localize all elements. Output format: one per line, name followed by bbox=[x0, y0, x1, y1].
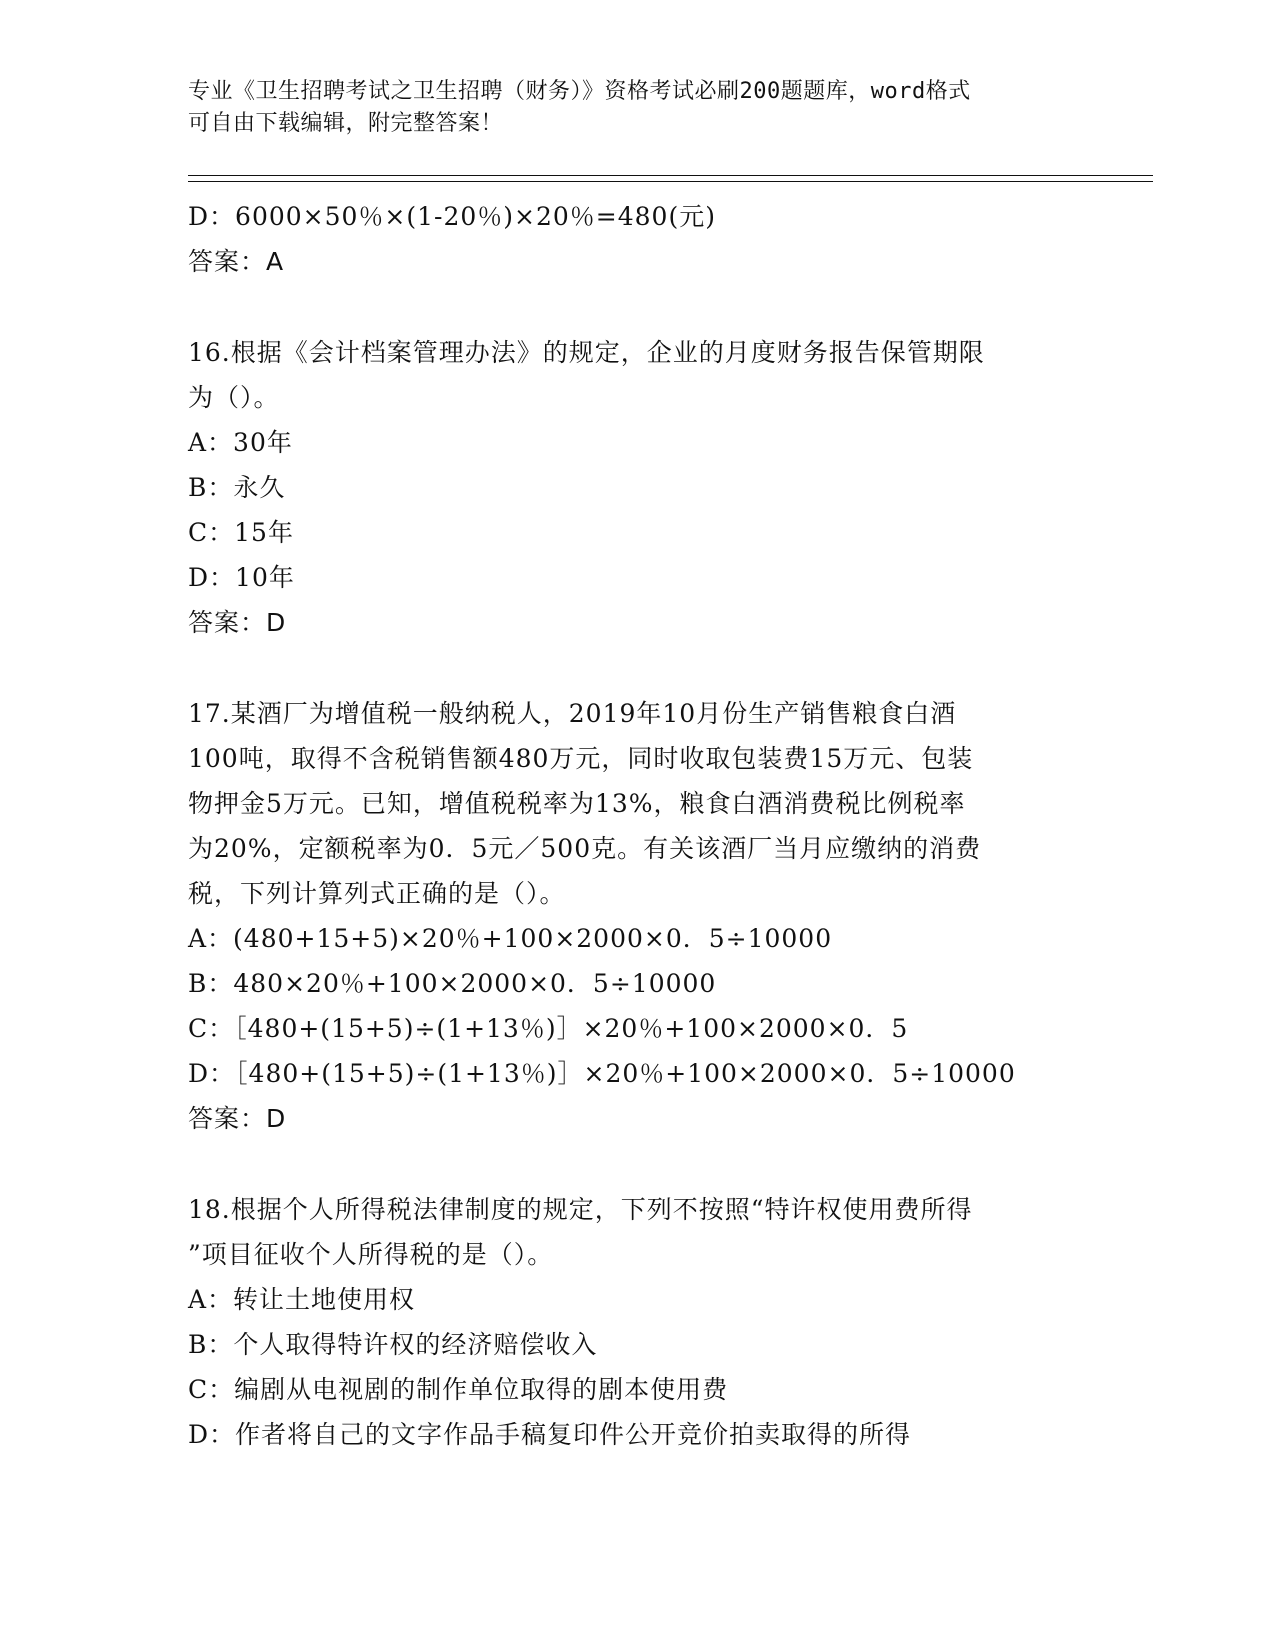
header-rule-top bbox=[188, 175, 1153, 176]
prev-question bbox=[188, 194, 1088, 284]
option-d: D：6000×50％×(1-20％)×20％=480(元) bbox=[188, 202, 716, 231]
option-b: B：个人取得特许权的经济赔偿收入 bbox=[188, 1330, 598, 1359]
answer-line: 答案：D bbox=[188, 608, 287, 637]
question-content bbox=[188, 194, 1088, 1457]
option-c: C：编剧从电视剧的制作单位取得的剧本使用费 bbox=[188, 1375, 729, 1404]
option-b: B：480×20％+100×2000×0．5÷10000 bbox=[188, 969, 717, 998]
option-d: D：［480+(15+5)÷(1+13％)］×20％+100×2000×0．5÷10000 bbox=[188, 1059, 1016, 1088]
question-18 bbox=[188, 1187, 1088, 1457]
question-stem-line: 物押金5万元。已知，增值税税率为13%，粮食白酒消费税比例税率 bbox=[188, 789, 966, 818]
spacer bbox=[188, 645, 1088, 691]
question-stem-line: 16.根据《会计档案管理办法》的规定，企业的月度财务报告保管期限 bbox=[188, 338, 985, 367]
option-b: B：永久 bbox=[188, 473, 286, 502]
option-d: D：10年 bbox=[188, 563, 295, 592]
question-stem-line: 为20%，定额税率为0．5元／500克。有关该酒厂当月应缴纳的消费 bbox=[188, 834, 982, 863]
option-a: A：转让土地使用权 bbox=[188, 1285, 416, 1314]
question-stem-line: 税，下列计算列式正确的是（）。 bbox=[188, 879, 566, 908]
question-16 bbox=[188, 330, 1088, 645]
option-d: D：作者将自己的文字作品手稿复印件公开竞价拍卖取得的所得 bbox=[188, 1420, 912, 1449]
question-stem-line: 17.某酒厂为增值税一般纳税人，2019年10月份生产销售粮食白酒 bbox=[188, 699, 957, 728]
header-line-1: 专业《卫生招聘考试之卫生招聘（财务）》资格考试必刷200题题库，word格式 bbox=[188, 79, 971, 104]
question-stem-line: 18.根据个人所得税法律制度的规定，下列不按照“特许权使用费所得 bbox=[188, 1195, 973, 1224]
answer-line: 答案：A bbox=[188, 247, 285, 276]
answer-line: 答案：D bbox=[188, 1104, 287, 1133]
spacer bbox=[188, 284, 1088, 330]
option-c: C：15年 bbox=[188, 518, 294, 547]
question-stem-line: 为（）。 bbox=[188, 383, 280, 412]
header-rule-bottom bbox=[188, 181, 1153, 182]
page-header bbox=[188, 76, 1088, 140]
question-17 bbox=[188, 691, 1088, 1141]
question-stem-line: 100吨，取得不含税销售额480万元，同时收取包装费15万元、包装 bbox=[188, 744, 974, 773]
question-stem-line: ”项目征收个人所得税的是（）。 bbox=[188, 1240, 554, 1269]
spacer bbox=[188, 1141, 1088, 1187]
header-line-2: 可自由下载编辑，附完整答案！ bbox=[188, 111, 504, 136]
option-c: C：［480+(15+5)÷(1+13％)］×20％+100×2000×0．5 bbox=[188, 1014, 909, 1043]
option-a: A：(480+15+5)×20％+100×2000×0．5÷10000 bbox=[188, 924, 833, 953]
option-a: A：30年 bbox=[188, 428, 293, 457]
